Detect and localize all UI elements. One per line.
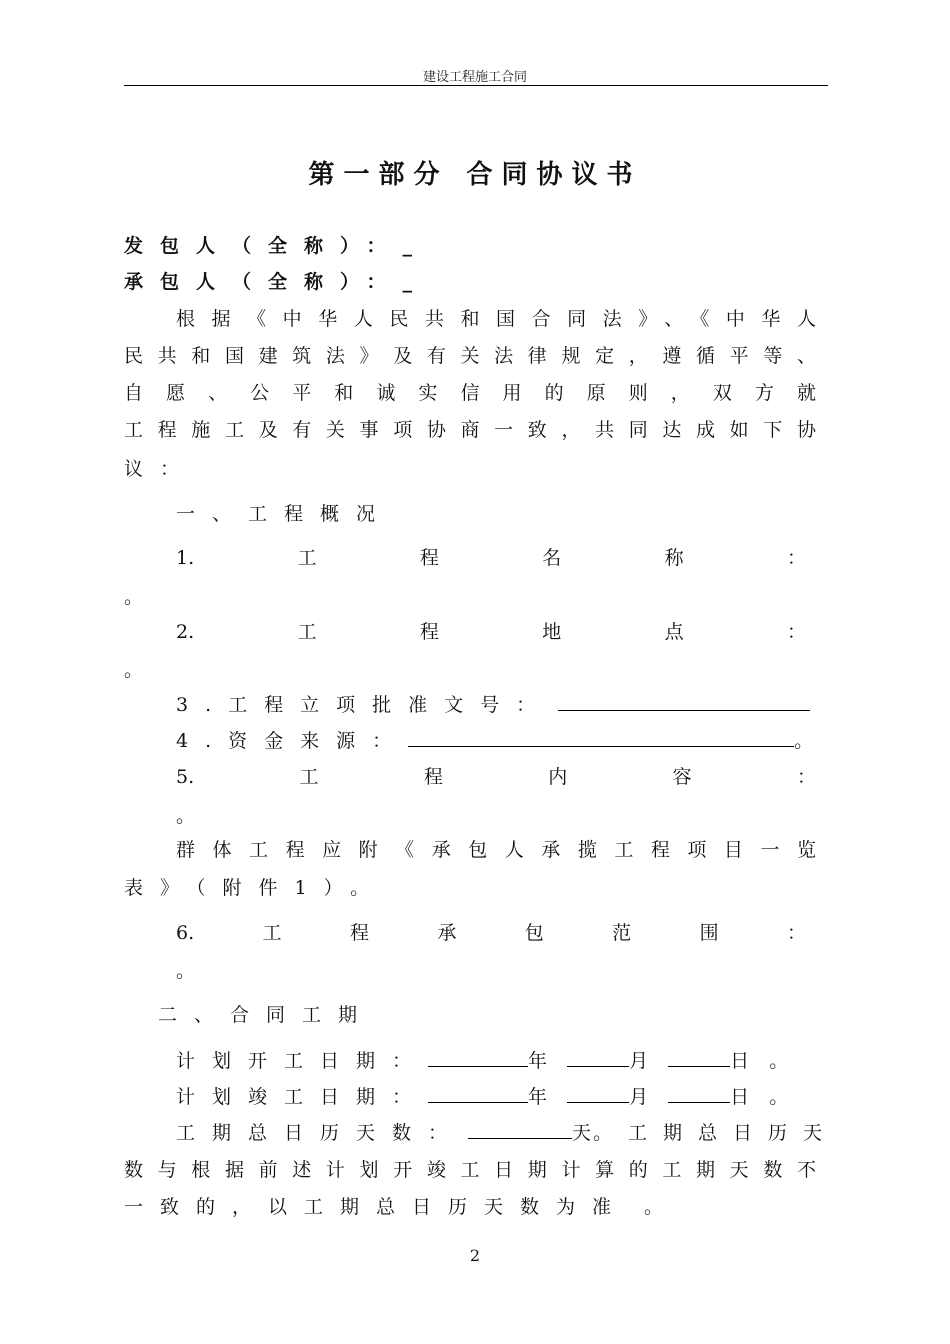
item-3-blank[interactable] xyxy=(558,692,810,711)
total-days-blank[interactable] xyxy=(468,1120,572,1139)
end-day-blank[interactable] xyxy=(668,1084,730,1103)
start-day-blank[interactable] xyxy=(668,1048,730,1067)
intro-line-4: 工程施工及有关事项协商一致，共同达成如下协 xyxy=(124,419,816,441)
item-5-project-content: 5.工程内容： xyxy=(176,766,816,788)
duration-note-line-3 xyxy=(124,1192,816,1219)
section-2-heading: 二、合同工期 xyxy=(158,1004,375,1026)
item-6-tail: 。 xyxy=(176,960,196,982)
item-6-contract-scope: 6.工程承包范围： xyxy=(176,922,806,944)
total-unit: 天 xyxy=(572,1122,592,1144)
running-header: 建设工程施工合同 xyxy=(422,70,527,85)
header-rule xyxy=(124,85,828,86)
item-1-project-name: 1.工程名称： xyxy=(176,547,806,569)
item-4-funding-source xyxy=(176,726,868,753)
end-month-unit: 月 xyxy=(629,1086,649,1108)
start-year-blank[interactable] xyxy=(428,1048,528,1067)
note-end: 。 xyxy=(644,1196,664,1218)
duration-note-line-2: 数与根据前述计划开竣工日期计算的工期天数不 xyxy=(124,1159,816,1181)
intro-line-2: 民共和国建筑法》及有关法律规定，遵循平等、 xyxy=(124,345,816,367)
start-month-blank[interactable] xyxy=(567,1048,629,1067)
group-project-line-1: 群体工程应附《承包人承揽工程项目一览 xyxy=(176,839,816,861)
item-4-blank[interactable] xyxy=(408,728,794,747)
item-4-label: 4.资金来源： xyxy=(176,730,409,752)
employer-line: 发包人（全称）：_ xyxy=(124,235,430,257)
group-project-line-2: 表》（附件1）。 xyxy=(124,877,387,899)
item-3-approval-number xyxy=(176,690,868,717)
total-label: 工期总日历天数： xyxy=(176,1122,465,1144)
item-3-label: 3.工程立项批准文号： xyxy=(176,694,553,716)
page-number: 2 xyxy=(469,1246,481,1265)
start-month-unit: 月 xyxy=(629,1050,649,1072)
planned-start-date xyxy=(176,1046,868,1073)
item-2-project-location: 2.工程地点： xyxy=(176,621,806,643)
start-day-unit: 日 xyxy=(730,1050,750,1072)
intro-line-5: 议： xyxy=(124,458,197,480)
item-4-tail: 。 xyxy=(794,730,814,752)
page-title: 第一部分 合同协议书 xyxy=(308,160,642,190)
item-5-tail: 。 xyxy=(176,805,196,827)
planned-completion-date xyxy=(176,1082,868,1109)
total-rest: 。工期总日历天 xyxy=(593,1122,839,1144)
item-2-tail: 。 xyxy=(124,659,144,681)
start-label: 计划开工日期： xyxy=(176,1050,429,1072)
intro-line-1: 根据《中华人民共和国合同法》、《中华人 xyxy=(176,308,816,330)
start-year-unit: 年 xyxy=(528,1050,548,1072)
intro-line-3: 自愿、公平和诚实信用的原则，双方就 xyxy=(124,382,816,404)
end-month-blank[interactable] xyxy=(567,1084,629,1103)
note-line-3-text: 一致的，以工期总日历天数为准 xyxy=(124,1196,629,1218)
contractor-line: 承包人（全称）：_ xyxy=(124,271,430,293)
start-period: 。 xyxy=(769,1050,789,1072)
item-1-tail: 。 xyxy=(124,586,144,608)
end-day-unit: 日 xyxy=(730,1086,750,1108)
end-year-blank[interactable] xyxy=(428,1084,528,1103)
end-label: 计划竣工日期： xyxy=(176,1086,429,1108)
section-1-heading: 一、工程概况 xyxy=(176,503,393,525)
end-year-unit: 年 xyxy=(528,1086,548,1108)
total-calendar-days xyxy=(176,1118,839,1145)
end-period: 。 xyxy=(769,1086,789,1108)
